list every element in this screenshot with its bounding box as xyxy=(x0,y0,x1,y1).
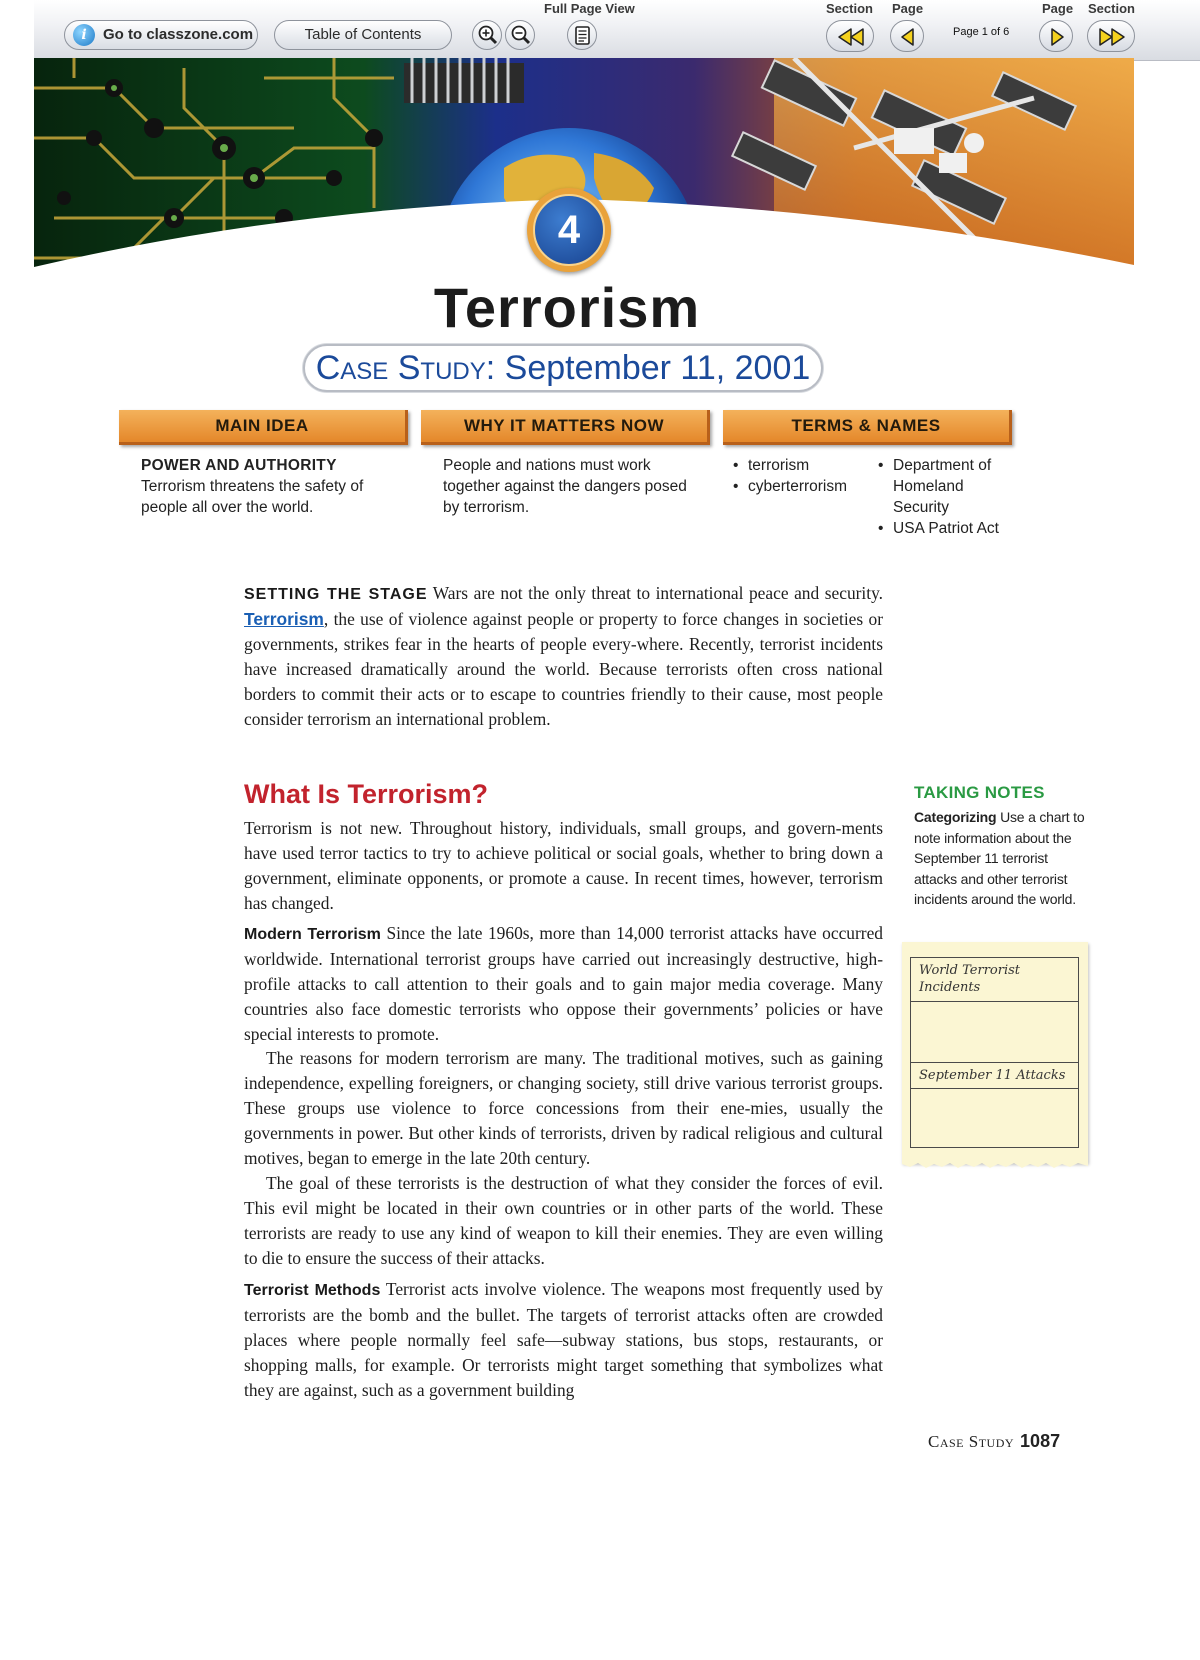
terms-list-right xyxy=(877,455,1017,539)
notes-chart-label: September 11 Attacks xyxy=(911,1063,1078,1089)
classzone-label: Go to classzone.com xyxy=(103,26,254,43)
notes-chart-label: World Terrorist Incidents xyxy=(911,958,1078,1002)
next-page-button[interactable] xyxy=(1039,20,1073,52)
notes-chart-box-world xyxy=(910,957,1079,1063)
case-study-prefix: Case Study: xyxy=(315,349,496,387)
table-of-contents-button[interactable] xyxy=(274,20,452,50)
term-item[interactable]: • USA Patriot Act xyxy=(877,518,1017,539)
next-section-button[interactable] xyxy=(1087,20,1135,52)
case-study-event: September 11, 2001 xyxy=(504,349,811,387)
modern-terrorism-head: Modern Terrorism xyxy=(244,926,381,943)
info-icon: i xyxy=(73,24,95,46)
classzone-button[interactable] xyxy=(64,20,258,50)
setting-the-stage-paragraph xyxy=(244,581,883,732)
term-item[interactable]: • terrorism xyxy=(732,455,872,476)
setting-stage-lead: Wars are not the only threat to international peace and security. xyxy=(432,583,884,603)
terms-list-left xyxy=(732,455,872,497)
setting-stage-rest: , the use of violence against people or property to force changes in societies or governments, strikes fear in the hearts of people every-where. Recently, terrorist incidents have increased dramatically around the world. Because terrorists often cross national borders to commit their acts or to escape to countries friendly to their cause, most people consider terrorism an international problem. xyxy=(244,609,883,729)
setting-the-stage-head: SETTING THE STAGE xyxy=(244,586,428,603)
chapter-number: 4 xyxy=(533,194,605,266)
paragraph: The reasons for modern terrorism are many. The traditional motives, such as gaining independence, expelling foreigners, or changing society, still drive various terrorist groups. These groups use violence to force concessions from their ene-mies, usually the governments in power. But other kinds of terrorists, driven by radical religious and cultural motives, began to emerge in the late 20th century. xyxy=(244,1048,883,1168)
toc-label: Table of Contents xyxy=(304,26,422,43)
page-number: 1087 xyxy=(1020,1431,1061,1451)
taking-notes-title: TAKING NOTES xyxy=(914,783,1045,802)
notes-chart-box-september xyxy=(910,1062,1079,1148)
full-page-icon xyxy=(568,21,598,51)
zoom-out-icon xyxy=(506,21,536,51)
chapter-number-badge xyxy=(527,188,611,272)
section-label-left: Section xyxy=(826,1,873,16)
zoom-in-icon xyxy=(473,21,503,51)
why-it-matters-text: People and nations must work together against the dangers posed by terrorism. xyxy=(443,457,687,516)
page-footer xyxy=(928,1431,1060,1452)
paragraph: Terrorism is not new. Throughout history, individuals, small groups, and govern-ments have used terror tactics to try to achieve political or social goals, whether to bring down a government, eliminate opponents, or promote a cause. In recent times, however, terrorism has changed. xyxy=(244,818,883,913)
footer-label: Case Study xyxy=(928,1432,1015,1451)
case-study-title xyxy=(303,344,823,392)
modern-terrorism-paragraph xyxy=(244,921,883,1047)
viewer-toolbar xyxy=(34,0,1200,61)
main-idea-category: POWER AND AUTHORITY xyxy=(141,457,337,474)
double-left-icon xyxy=(827,21,875,53)
left-icon xyxy=(891,21,925,53)
taking-notes-skill: Categorizing xyxy=(914,809,997,825)
zoom-out-button[interactable] xyxy=(505,20,535,50)
right-icon xyxy=(1040,21,1074,53)
terms-and-names-header: TERMS & NAMES xyxy=(723,410,1012,445)
section-heading: What Is Terrorism? xyxy=(244,779,489,809)
page-title: Terrorism xyxy=(433,276,701,339)
why-it-matters-header: WHY IT MATTERS NOW xyxy=(421,410,710,445)
main-idea-header: MAIN IDEA xyxy=(119,410,408,445)
paragraph-text: Since the late 1960s, more than 14,000 terrorist attacks have occurred worldwide. International terrorist groups have carried out increasingly destructive, high-profile attacks to call attention to their goals and to gain major media coverage. Many countries also face domestic terrorists who oppose their governments’ policies or have special interests to promote. xyxy=(244,923,883,1044)
main-idea-text: Terrorism threatens the safety of people all over the world. xyxy=(141,478,364,516)
term-item[interactable]: • Department of Homeland Security xyxy=(877,455,1017,518)
torn-edge xyxy=(902,1161,1088,1169)
page-label-left: Page xyxy=(892,1,924,16)
double-right-icon xyxy=(1088,21,1136,53)
taking-notes-text xyxy=(914,807,1090,910)
full-page-label: Full Page View xyxy=(544,1,635,16)
page-indicator: Page 1 of 6 xyxy=(953,26,1010,38)
term-item[interactable]: • cyberterrorism xyxy=(732,476,872,497)
taking-notes-instructions: Use a chart to note information about the September 11 terrorist attacks and other terrorist incidents around the world. xyxy=(914,809,1085,907)
terrorist-methods-paragraph xyxy=(244,1277,883,1403)
previous-section-button[interactable] xyxy=(826,20,874,52)
section-label-right: Section xyxy=(1088,1,1135,16)
paragraph: The goal of these terrorists is the destruction of what they consider the forces of evil. This evil might be located in their own countries or in other parts of the world. These terrorists are ready to use any kind of weapon to kill their enemies. They are even willing to die to ensure the success of their attacks. xyxy=(244,1173,883,1268)
paragraph-text: Terrorist acts involve violence. The weapons most frequently used by terrorists are the bomb and the bullet. The targets of terrorist attacks often are crowded places where people normally feel safe—subway stations, bus stops, restaurants, or shopping malls, for example. Or terrorists might target something that symbolizes what they are against, such as a government building xyxy=(244,1279,883,1400)
page-label-right: Page xyxy=(1042,1,1074,16)
terrorist-methods-head: Terrorist Methods xyxy=(244,1282,381,1299)
main-idea-content xyxy=(141,455,401,518)
terrorism-term-link[interactable]: Terrorism xyxy=(244,609,324,629)
zoom-in-button[interactable] xyxy=(472,20,502,50)
full-page-view-button[interactable] xyxy=(567,20,597,50)
previous-page-button[interactable] xyxy=(890,20,924,52)
